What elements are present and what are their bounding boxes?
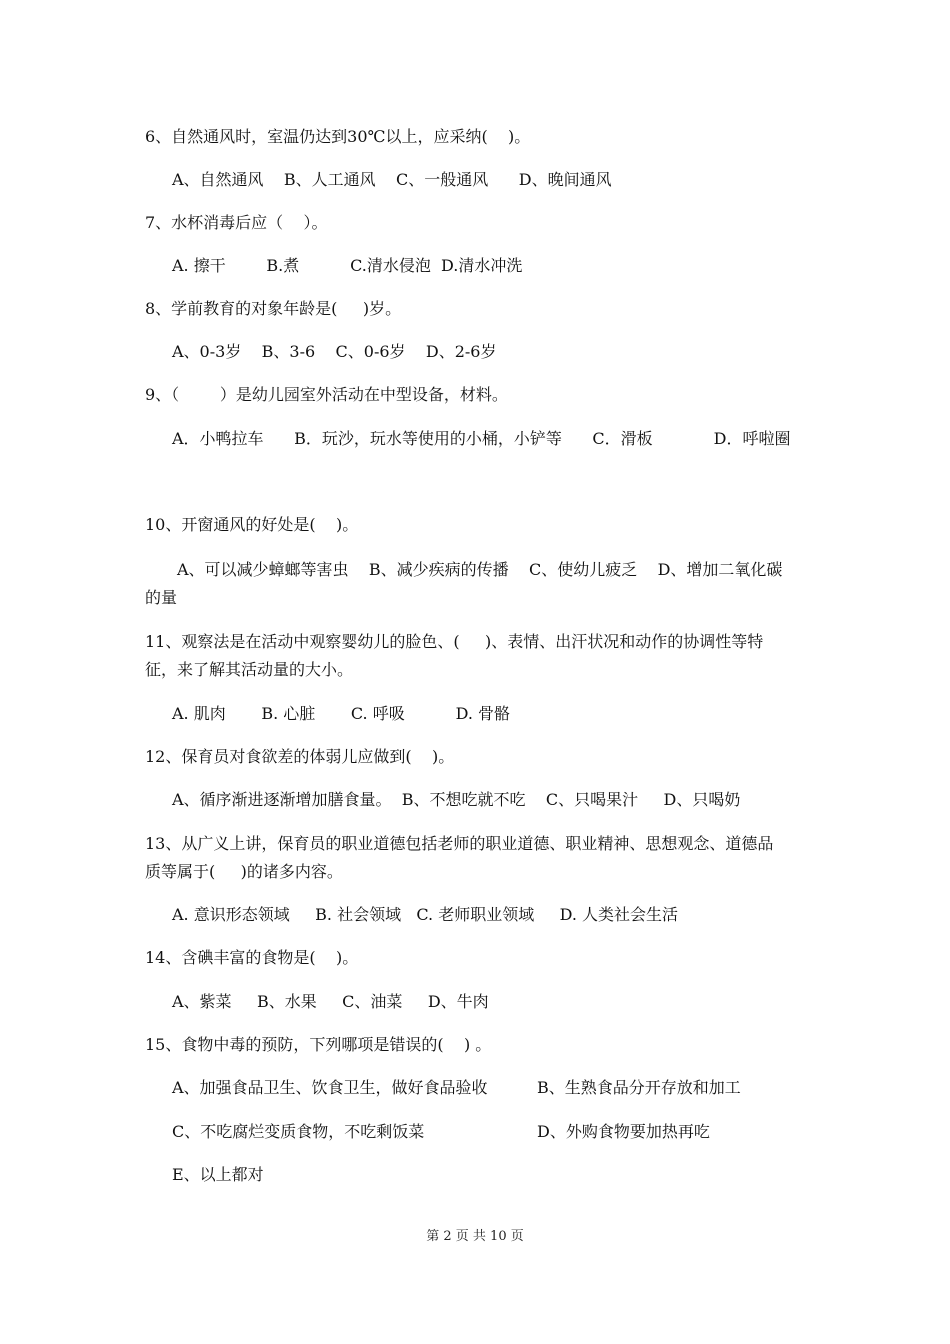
question-10-options-line2: 的量 xyxy=(145,588,178,607)
question-6-options: A、自然通风 B、人工通风 C、一般通风 D、晚间通风 xyxy=(172,170,612,189)
question-13-stem-line2: 质等属于( )的诸多内容。 xyxy=(145,862,343,881)
question-13-stem-line1: 13、从广义上讲，保育员的职业道德包括老师的职业道德、职业精神、思想观念、道德品 xyxy=(145,834,774,853)
question-12-stem: 12、保育员对食欲差的体弱儿应做到( )。 xyxy=(145,747,455,766)
page-number-footer: 第 2 页 共 10 页 xyxy=(426,1229,524,1244)
question-7-stem: 7、水杯消毒后应（ ）。 xyxy=(145,213,328,232)
question-10-options-line1: A、可以减少蟑螂等害虫 B、减少疾病的传播 C、使幼儿疲乏 D、增加二氧化碳 xyxy=(177,560,783,579)
question-8-stem: 8、学前教育的对象年龄是( )岁。 xyxy=(145,299,402,318)
question-14-options: A、紫菜 B、水果 C、油菜 D、牛肉 xyxy=(172,992,489,1011)
question-13-options: A. 意识形态领域 B. 社会领域 C. 老师职业领域 D. 人类社会生活 xyxy=(172,905,679,924)
question-15-stem: 15、食物中毒的预防，下列哪项是错误的( ) 。 xyxy=(145,1035,492,1054)
question-15-option-d: D、外购食物要加热再吃 xyxy=(537,1122,710,1141)
question-15-option-b: B、生熟食品分开存放和加工 xyxy=(537,1078,741,1097)
question-11-stem-line2: 征，来了解其活动量的大小。 xyxy=(145,660,354,679)
question-15-option-e: E、以上都对 xyxy=(172,1165,264,1184)
question-15-option-c: C、不吃腐烂变质食物，不吃剩饭菜 xyxy=(172,1122,425,1141)
question-10-stem: 10、开窗通风的好处是( )。 xyxy=(145,515,359,534)
question-8-options: A、0-3岁 B、3-6 C、0-6岁 D、2-6岁 xyxy=(172,342,497,361)
question-12-options: A、循序渐进逐渐增加膳食量。 B、不想吃就不吃 C、只喝果汁 D、只喝奶 xyxy=(172,790,741,809)
question-15-option-a: A、加强食品卫生、饮食卫生，做好食品验收 xyxy=(172,1078,488,1097)
question-9-options: A．小鸭拉车 B．玩沙，玩水等使用的小桶，小铲等 C．滑板 D．呼啦圈 xyxy=(172,429,791,448)
question-6-stem: 6、自然通风时，室温仍达到30℃以上，应采纳( )。 xyxy=(145,127,531,146)
question-7-options: A. 擦干 B.煮 C.清水侵泡 D.清水冲洗 xyxy=(172,256,523,275)
question-9-stem: 9、（ ）是幼儿园室外活动在中型设备，材料。 xyxy=(145,385,508,404)
question-11-options: A. 肌肉 B. 心脏 C. 呼吸 D. 骨骼 xyxy=(172,704,510,723)
question-14-stem: 14、含碘丰富的食物是( )。 xyxy=(145,948,359,967)
question-11-stem-line1: 11、观察法是在活动中观察婴幼儿的脸色、( )、表情、出汗状况和动作的协调性等特 xyxy=(145,632,764,651)
